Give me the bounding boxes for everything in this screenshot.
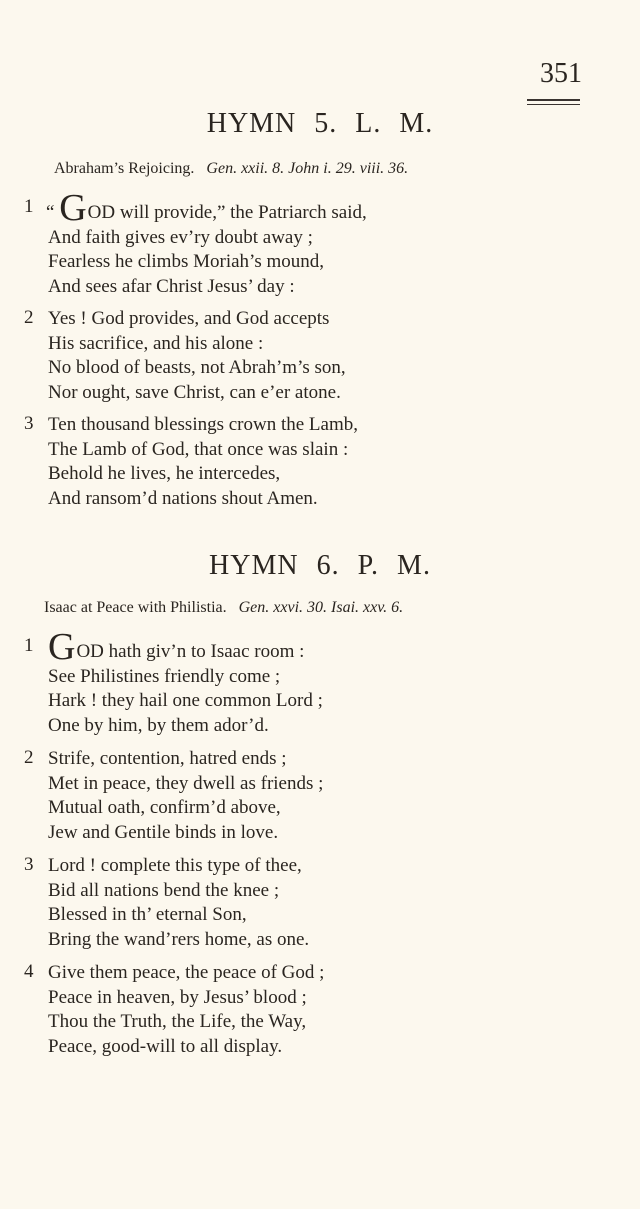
verse-line: And faith gives ev’ry doubt away ; <box>48 226 313 248</box>
verse-number: 2 <box>24 307 34 328</box>
drop-cap-rest: OD <box>87 202 116 223</box>
opening-quote: “ <box>46 202 55 223</box>
hymn-title: HYMN 5. L. M. <box>206 108 434 139</box>
verse-line: See Philistines friendly come ; <box>48 665 281 687</box>
verse-line: Peace, good-will to all display. <box>48 1035 283 1057</box>
stanza <box>0 307 640 405</box>
verse-line: His sacrifice, and his alone : <box>48 332 264 354</box>
verse-line: Bid all nations bend the knee ; <box>48 879 280 901</box>
verse-line: Met in peace, they dwell as friends ; <box>48 772 324 794</box>
verse-line: Bring the wand’rers home, as one. <box>48 928 310 950</box>
hymn-title: HYMN 6. P. M. <box>209 550 431 581</box>
header-rule <box>527 99 580 105</box>
verse-line <box>48 626 640 668</box>
verse-line: One by him, by them ador’d. <box>48 714 269 736</box>
verse-line: And sees afar Christ Jesus’ day : <box>48 275 295 297</box>
drop-cap: G <box>48 626 76 668</box>
verse-line: And ransom’d nations shout Amen. <box>48 487 318 509</box>
verse-number: 2 <box>24 747 34 768</box>
stanza <box>0 961 640 1059</box>
verse-line: Fearless he climbs Moriah’s mound, <box>48 251 324 272</box>
drop-cap: G <box>59 187 87 229</box>
verse-line: Thou the Truth, the Life, the Way, <box>48 1011 307 1032</box>
hymn-subtitle <box>44 599 640 617</box>
line-tail: will provide,” the Patriarch said, <box>115 202 367 223</box>
verse-number: 4 <box>24 961 34 982</box>
verse-line: Mutual oath, confirm’d above, <box>48 797 281 818</box>
verse-line: No blood of beasts, not Abrah’m’s son, <box>48 357 346 378</box>
verse-line: Nor ought, save Christ, can e’er atone. <box>48 381 341 403</box>
drop-cap-rest: OD <box>76 641 104 662</box>
hymn-theme: Isaac at Peace with Philistia. <box>44 599 227 616</box>
stanza <box>0 413 640 511</box>
line-tail: hath giv’n to Isaac room : <box>103 641 305 662</box>
verse-line <box>46 187 640 229</box>
hymn-subtitle <box>54 160 640 178</box>
scripture-references: Gen. xxii. 8. John i. 29. viii. 36. <box>206 160 409 177</box>
hymn-5 <box>0 108 640 511</box>
verse-line: The Lamb of God, that once was slain : <box>48 438 349 460</box>
verse-line: Behold he lives, he intercedes, <box>48 463 281 484</box>
stanza <box>0 626 640 738</box>
stanza <box>0 187 640 299</box>
hymn-6 <box>0 550 640 1059</box>
verse-line: Peace in heaven, by Jesus’ blood ; <box>48 986 307 1008</box>
verse-number: 3 <box>24 854 34 875</box>
scripture-references: Gen. xxvi. 30. Isai. xxv. 6. <box>238 599 404 616</box>
verse-line: Give them peace, the peace of God ; <box>48 962 325 983</box>
verse-line: Ten thousand blessings crown the Lamb, <box>48 414 359 435</box>
verse-line: Yes ! God provides, and God accepts <box>48 308 330 329</box>
verse-number: 1 <box>24 196 34 217</box>
verse-line: Jew and Gentile binds in love. <box>48 821 279 843</box>
stanza <box>0 854 640 952</box>
verse-line: Hark ! they hail one common Lord ; <box>48 690 323 711</box>
verse-line: Blessed in th’ eternal Son, <box>48 904 247 925</box>
hymn-theme: Abraham’s Rejoicing. <box>54 160 195 177</box>
verse-number: 1 <box>24 635 34 656</box>
verse-number: 3 <box>24 413 34 434</box>
verse-line: Lord ! complete this type of thee, <box>48 855 302 876</box>
page-number: 351 <box>540 58 582 89</box>
stanza <box>0 747 640 845</box>
verse-line: Strife, contention, hatred ends ; <box>48 748 287 769</box>
